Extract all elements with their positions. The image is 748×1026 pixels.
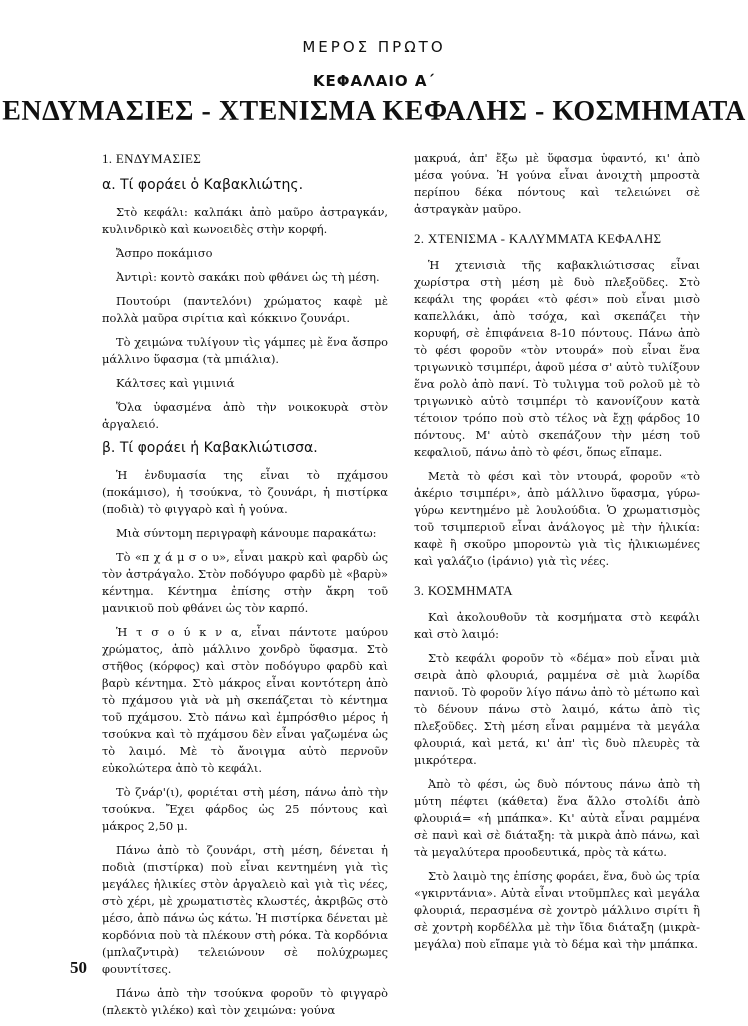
section-heading-hairstyle: 2. ΧΤΕΝΙΣΜΑ - ΚΑΛΥΜΜΑΤΑ ΚΕΦΑΛΗΣ [414, 231, 662, 246]
paragraph: Πάνω ἀπὸ τὴν τσούκνα φοροῦν τὸ φιγγαρὸ (πλεκτὸ γιλέκο) καὶ τὸν χειμώνα: γούνα [102, 986, 388, 1017]
paragraph: Στὸ λαιμὸ της ἐπίσης φοράει, ἕνα, δυὸ ὡς τρία «γκιρντάνια». Αὐτὰ εἶναι ντοῦμπλες καὶ μεγάλα φλουριά, περασμένα σὲ χοντρὸ μάλλινο σιρίτι ἢ σὲ χοντρὴ κορδέλλα μὲ τὴν ἴδια διάταξη (μικρὰ-μεγάλα) ποὺ εἴπαμε γιὰ τὸ δέμα καὶ τὴν μπάπκα. [414, 869, 700, 951]
paragraph: Πουτούρι (παντελόνι) χρώματος καφὲ μὲ πολλὰ μαῦρα σιρίτια καὶ κόκκινο ζουνάρι. [102, 294, 388, 325]
paragraph: Ἡ τ σ ο ύ κ ν α, εἶναι πάντοτε μαύρου χρώματος, ἀπὸ μάλλινο χονδρὸ ὕφασμα. Στὸ στῆθος (κόρφος) καὶ στὸν ποδόγυρο φαρδὺ καὶ βαρὺ κέντημα. Στὸ μάκρος εἶναι κοντότερη ἀπὸ τὸ πχάμσου γιὰ νὰ μὴ σκεπάζεται τὸ κέντημα τοῦ πχάμσου. Στὸ πάνω καὶ ἐμπρόσθιο μέρος ἡ τσούκνα καὶ τὸ πχάμσου δὲν εἶναι γαζωμένα ὡς τὸ λαιμό. Μὲ τὸ ἄνοιγμα αὐτὸ περνοῦν εὐκολώτερα ἀπὸ τὸ κεφάλι. [102, 625, 388, 775]
page-number: 50 [70, 958, 87, 977]
subsection-heading-man: α. Τί φοράει ὁ Καβακλιώτης. [102, 177, 304, 193]
paragraph: Κάλτσες καὶ γιμινιά [116, 376, 235, 390]
paragraph: Στὸ κεφάλι: καλπάκι ἀπὸ μαῦρο ἀστραγκάν, κυλινδρικὸ καὶ κωνοειδὲς στὴν κορφή. [102, 205, 388, 236]
paragraph: μακρυά, ἀπ' ἔξω μὲ ὕφασμα ὑφαντό, κι' ἀπὸ μέσα γούνα. Ἡ γούνα εἶναι ἀνοιχτὴ μπροστὰ περίπου δέκα πόντους καὶ τελειώνει σὲ ἀστραγκὰν μαῦρο. [414, 151, 700, 216]
subsection-heading-woman: β. Τί φοράει ἡ Καβακλιώτισσα. [102, 440, 318, 456]
paragraph: Καὶ ἀκολουθοῦν τὰ κοσμήματα στὸ κεφάλι καὶ στὸ λαιμό: [414, 610, 700, 641]
left-column [102, 150, 388, 1026]
paragraph: Ὅλα ὑφασμένα ἀπὸ τὴν νοικοκυρὰ στὸν ἀργαλειό. [102, 400, 388, 431]
section-heading-clothing: 1. ΕΝΔΥΜΑΣΙΕΣ [102, 151, 202, 166]
paragraph: Τὸ ζνάρ'(ι), φοριέται στὴ μέση, πάνω ἀπὸ τὴν τσούκνα. Ἔχει φάρδος ὡς 25 πόντους καὶ μάκρος 2,50 μ. [102, 785, 388, 833]
paragraph: Πάνω ἀπὸ τὸ ζουνάρι, στὴ μέση, δένεται ἡ ποδιὰ (πιστίρκα) ποὺ εἶναι κεντημένη γιὰ τὶς μεγάλες ἡλικίες στὸν ἀργαλειὸ καὶ γιὰ τὶς νέες, στὸ χέρι, μὲ χρωματιστὲς κλωστές, ἀκριβῶς στὸ μέσο, ἀπὸ πάνω ὡς κάτω. Ἡ πιστίρκα δένεται μὲ κορδόνια ποὺ τὰ πλέκουν στὴ ρόκα. Τὰ κορδόνια (μπλαζντιρὰ) τελειώνουν σὲ πολύχρωμες φουντίτσες. [102, 843, 388, 976]
paragraph: Ἡ ἐνδυμασία της εἶναι τὸ πχάμσου (ποκάμισο), ἡ τσούκνα, τὸ ζουνάρι, ἡ πιστίρκα (ποδιὰ) τὸ φιγγαρὸ καὶ ἡ γούνα. [102, 468, 388, 516]
section-heading-jewelry: 3. ΚΟΣΜΗΜΑΤΑ [414, 583, 513, 598]
paragraph: Μετὰ τὸ φέσι καὶ τὸν ντουρά, φοροῦν «τὸ ἀκέριο τσιμπέρι», ἀπὸ μάλλινο ὕφασμα, γύρω-γύρω κεντημένο μὲ λουλούδια. Ὁ χρωματισμὸς τοῦ τσιμπεριοῦ εἶναι ἀνάλογος μὲ τὴν ἡλικία: καφὲ ἢ σκοῦρο μποροντὼ γιὰ τὶς ἡλικιωμένες καὶ γαλάζιο (ἰράνιο) γιὰ τὶς νέες. [414, 469, 700, 568]
paragraph: Τὸ «π χ ά μ σ ο υ», εἶναι μακρὺ καὶ φαρδὺ ὡς τὸν ἀστράγαλο. Στὸν ποδόγυρο φαρδὺ μὲ «βαρὺ» κέντημα. Κέντημα ἐπίσης στὴν ἄκρη τοῦ μανικιοῦ ποὺ φθάνει ὡς τὸν καρπό. [102, 550, 388, 615]
paragraph: Ἀπὸ τὸ φέσι, ὡς δυὸ πόντους πάνω ἀπὸ τὴ μύτη πέφτει (κάθετα) ἕνα ἄλλο στολίδι ἀπὸ φλουριά= «ἡ μπάπκα». Κι' αὐτὰ εἶναι ραμμένα σὲ πανὶ καὶ σὲ διάταξη: τὰ μικρὰ ἀπὸ πάνω, καὶ τὰ μεγαλύτερα προοδευτικά, πρὸς τὰ κάτω. [414, 777, 700, 859]
paragraph: Ἡ χτενισιὰ τῆς καβακλιώτισσας εἶναι χωρίστρα στὴ μέση μὲ δυὸ πλεξοῦδες. Στὸ κεφάλι της φοράει «τὸ φέσι» ποὺ εἶναι μισὸ καπελλάκι, ἀπὸ τσόχα, καὶ σκεπάζει τὴν κορυφή, σὲ ἐπιφάνεια 8-10 πόντους. Πάνω ἀπὸ τὸ φέσι φοροῦν «τὸν ντουρά» ποὺ εἶναι ἕνα τριγωνικὸ τσιμπέρι, ἀφοῦ μέσα σ' αὐτὸ τυλίξουν ἕνα ρολὸ ἀπὸ πανί. Τὸ τυλιγμα τοῦ ρολοῦ μὲ τὸ τριγωνικὸ αὐτὸ τσιμπέρι τὸ κανονίζουν κατὰ τέτοιον τρόπο ποὺ στὸ τέλος νὰ ἔχῃ φάρδος 10 πόντους. Μ' αὐτὸ σκεπάζουν τὴν μέση τοῦ κεφαλιοῦ, πάνω ἀπὸ τὸ φέσι, ὅπως εἴπαμε. [414, 258, 700, 459]
paragraph: Τὸ χειμώνα τυλίγουν τὶς γάμπες μὲ ἕνα ἄσπρο μάλλινο ὕφασμα (τὰ μπιάλια). [102, 335, 388, 366]
paragraph: Ἄσπρο ποκάμισο [116, 246, 213, 260]
paragraph: Μιὰ σύντομη περιγραφὴ κάνουμε παρακάτω: [116, 526, 377, 540]
paragraph: Ἀντιρὶ: κοντὸ σακάκι ποὺ φθάνει ὡς τὴ μέση. [116, 270, 380, 284]
right-column [414, 150, 700, 960]
part-heading: ΜΕΡΟΣ ΠΡΩΤΟ [302, 38, 446, 56]
paragraph: Στὸ κεφάλι φοροῦν τὸ «δέμα» ποὺ εἶναι μιὰ σειρὰ ἀπὸ φλουριά, ραμμένα σὲ μιὰ λωρίδα πανιοῦ. Τὸ φοροῦν λίγο πάνω ἀπὸ τὸ μέτωπο καὶ τὸ δένουν πάνω στὸ λαιμό, κάτω ἀπὸ τὶς πλεξοῦδες. Στὴ μέση εἶναι ραμμένα τὰ μεγάλα φλουριά, καὶ μετά, κι' ἀπ' τὶς δυὸ πλευρὲς τὰ μικρότερα. [414, 651, 700, 767]
chapter-heading: ΚΕΦΑΛΑΙΟ Α΄ [312, 72, 436, 90]
chapter-title: ΕΝΔΥΜΑΣΙΕΣ - ΧΤΕΝΙΣΜΑ ΚΕΦΑΛΗΣ - ΚΟΣΜΗΜΑΤΑ [2, 96, 746, 127]
